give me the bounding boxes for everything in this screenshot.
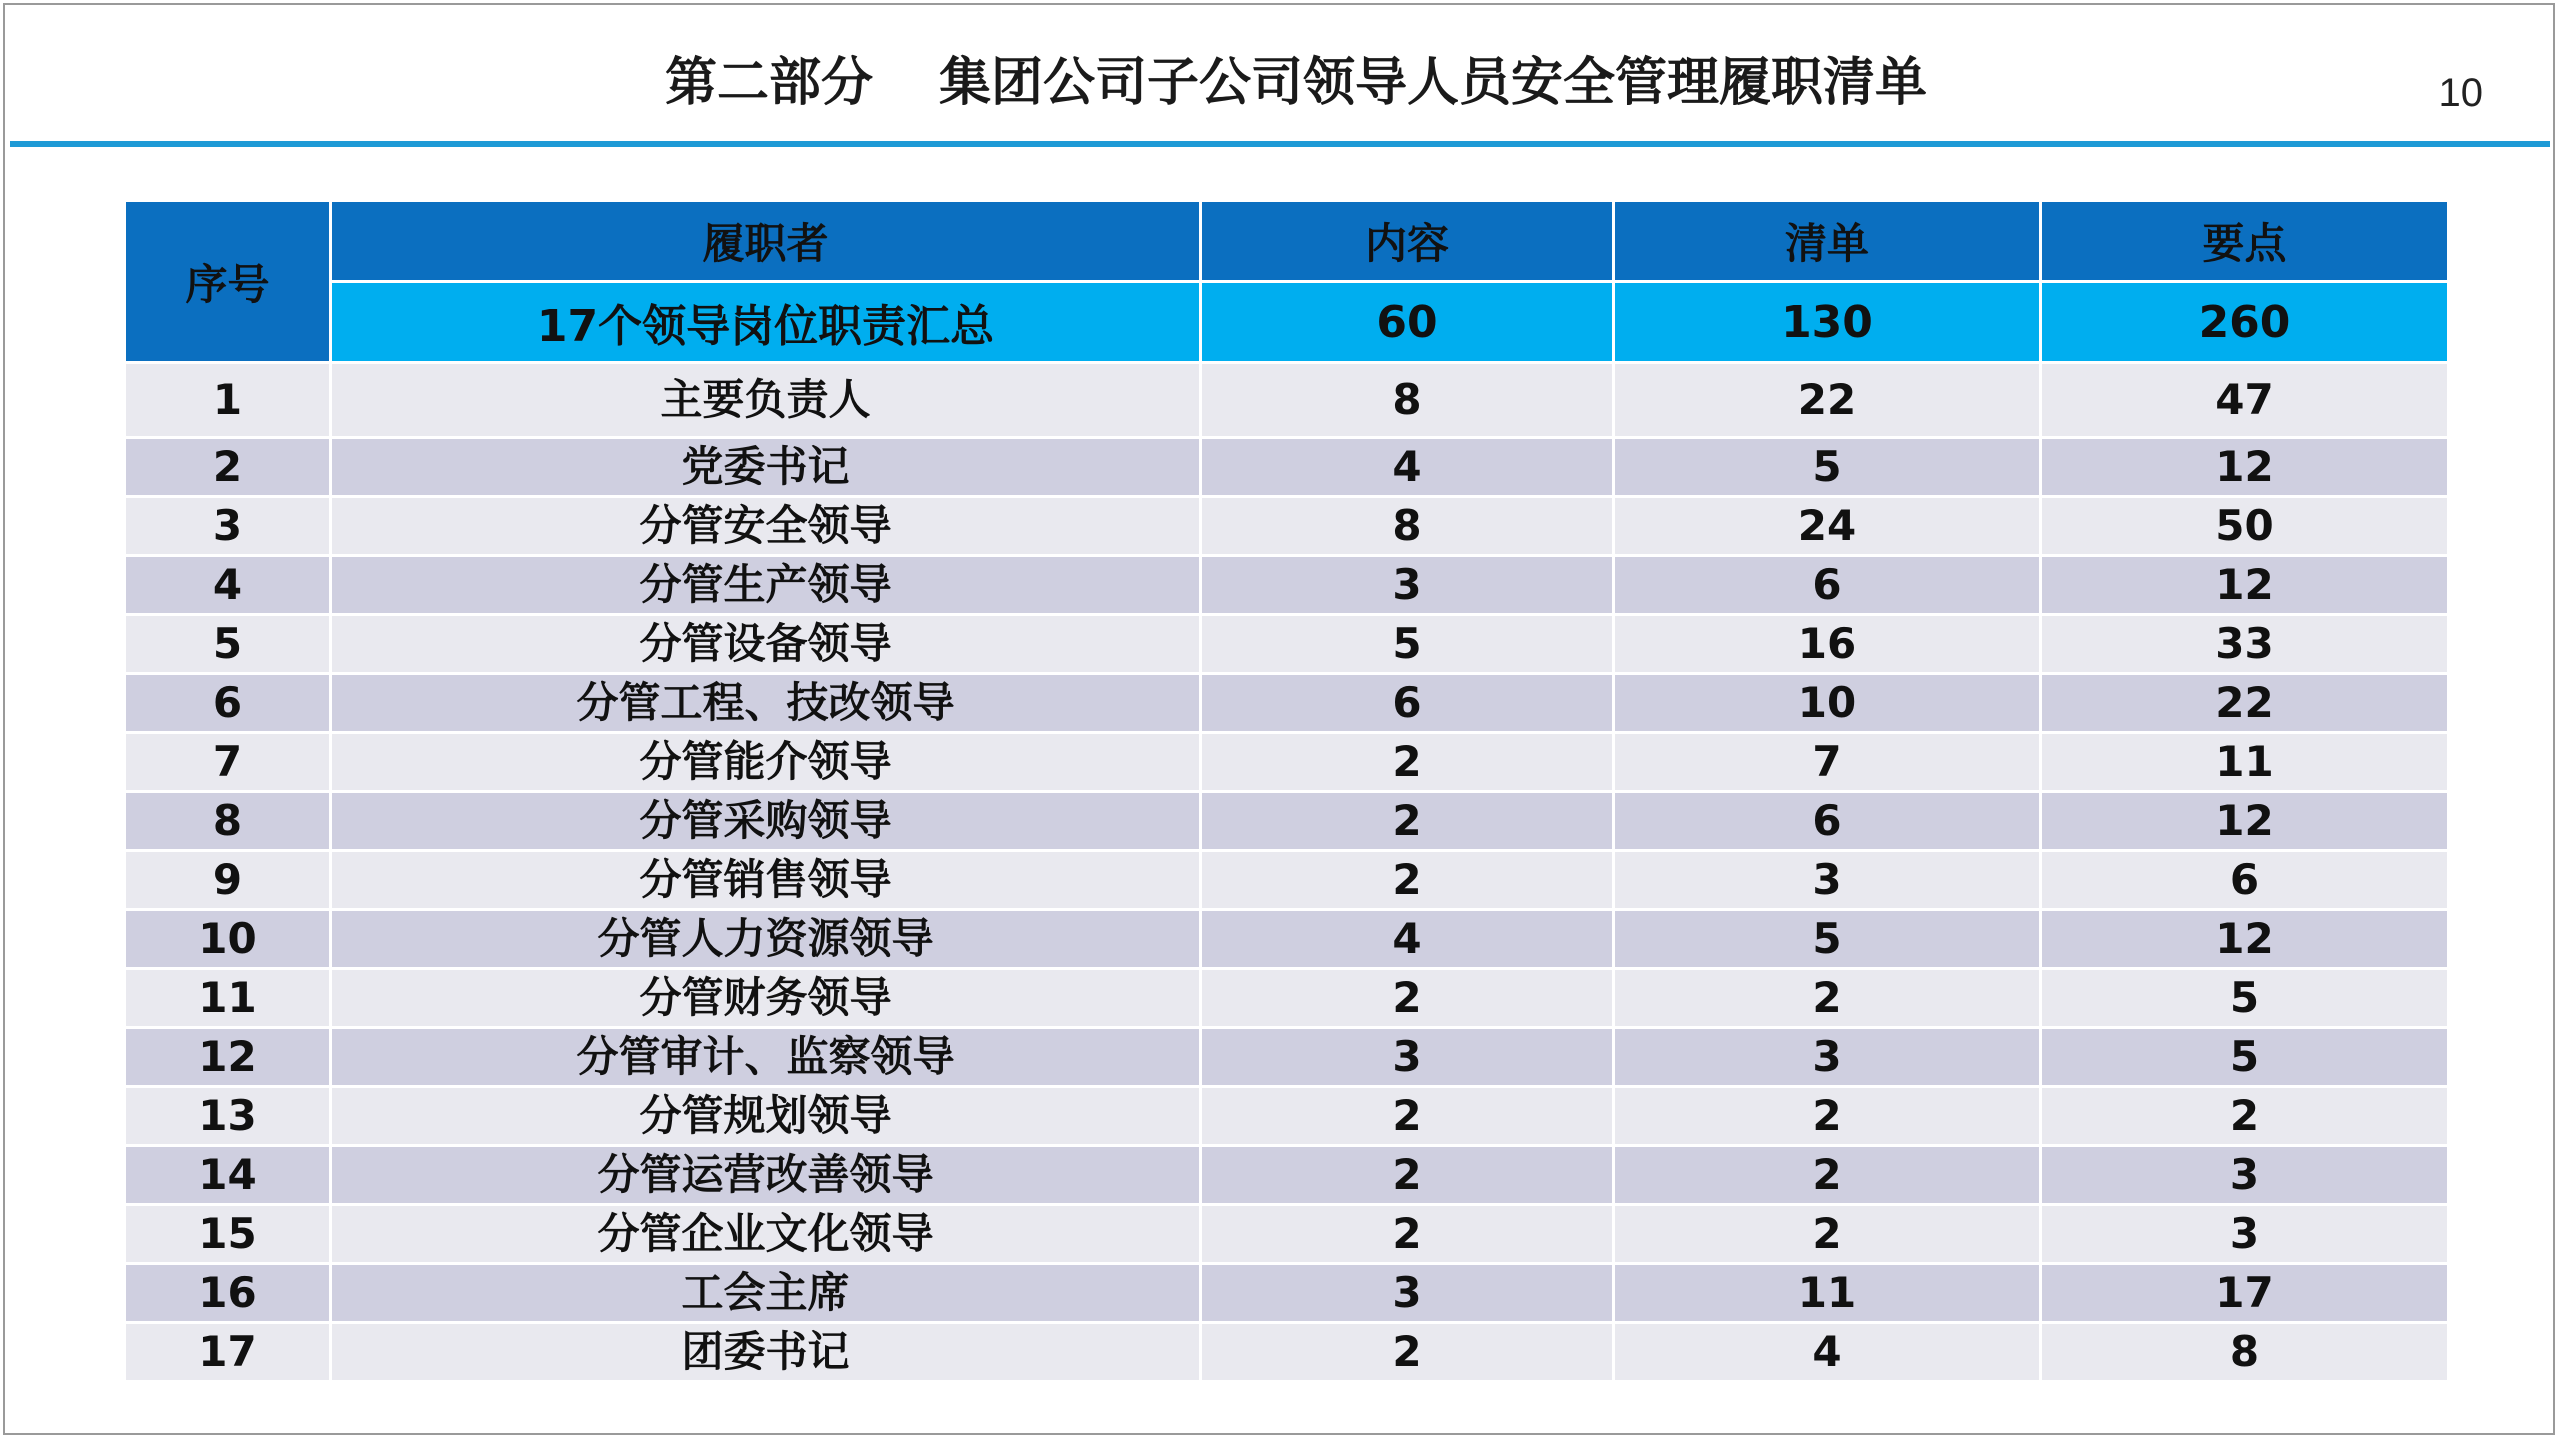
cell-points: 22 bbox=[2041, 674, 2449, 733]
cell-content: 4 bbox=[1201, 438, 1614, 497]
cell-content: 3 bbox=[1201, 556, 1614, 615]
table-row bbox=[125, 851, 2449, 910]
cell-seq: 5 bbox=[125, 615, 331, 674]
cell-seq: 2 bbox=[125, 438, 331, 497]
cell-performer: 分管设备领导 bbox=[331, 615, 1201, 674]
cell-list: 22 bbox=[1614, 363, 2041, 438]
cell-content: 4 bbox=[1201, 910, 1614, 969]
cell-performer: 团委书记 bbox=[331, 1323, 1201, 1382]
cell-points: 6 bbox=[2041, 851, 2449, 910]
cell-points: 5 bbox=[2041, 1028, 2449, 1087]
cell-performer: 分管运营改善领导 bbox=[331, 1146, 1201, 1205]
table-row bbox=[125, 497, 2449, 556]
cell-content: 2 bbox=[1201, 733, 1614, 792]
cell-content: 2 bbox=[1201, 1323, 1614, 1382]
cell-performer: 分管规划领导 bbox=[331, 1087, 1201, 1146]
cell-seq: 1 bbox=[125, 363, 331, 438]
cell-performer: 分管能介领导 bbox=[331, 733, 1201, 792]
table-row bbox=[125, 438, 2449, 497]
slide-title bbox=[5, 43, 2557, 123]
title-part: 第二部分 bbox=[664, 53, 873, 113]
cell-performer: 分管企业文化领导 bbox=[331, 1205, 1201, 1264]
cell-list: 2 bbox=[1614, 1087, 2041, 1146]
table-row bbox=[125, 1146, 2449, 1205]
header-list: 清单 bbox=[1614, 201, 2041, 282]
cell-list: 6 bbox=[1614, 556, 2041, 615]
table-row bbox=[125, 615, 2449, 674]
table-row bbox=[125, 1264, 2449, 1323]
table-row bbox=[125, 363, 2449, 438]
cell-seq: 15 bbox=[125, 1205, 331, 1264]
table-row bbox=[125, 556, 2449, 615]
cell-list: 2 bbox=[1614, 1205, 2041, 1264]
cell-list: 10 bbox=[1614, 674, 2041, 733]
cell-seq: 14 bbox=[125, 1146, 331, 1205]
cell-content: 8 bbox=[1201, 363, 1614, 438]
cell-list: 3 bbox=[1614, 1028, 2041, 1087]
table-row bbox=[125, 1087, 2449, 1146]
cell-list: 3 bbox=[1614, 851, 2041, 910]
header-seq: 序号 bbox=[125, 201, 331, 363]
table-row bbox=[125, 1028, 2449, 1087]
page-number: 10 bbox=[2438, 71, 2483, 115]
header-row bbox=[125, 201, 2449, 282]
cell-content: 8 bbox=[1201, 497, 1614, 556]
cell-performer: 分管生产领导 bbox=[331, 556, 1201, 615]
cell-seq: 12 bbox=[125, 1028, 331, 1087]
duty-summary-table bbox=[123, 199, 2450, 1383]
summary-list: 130 bbox=[1614, 282, 2041, 363]
cell-content: 2 bbox=[1201, 1087, 1614, 1146]
cell-points: 12 bbox=[2041, 438, 2449, 497]
cell-points: 12 bbox=[2041, 910, 2449, 969]
table-row bbox=[125, 969, 2449, 1028]
header-performer: 履职者 bbox=[331, 201, 1201, 282]
cell-points: 50 bbox=[2041, 497, 2449, 556]
cell-list: 2 bbox=[1614, 1146, 2041, 1205]
cell-points: 12 bbox=[2041, 792, 2449, 851]
cell-points: 2 bbox=[2041, 1087, 2449, 1146]
cell-seq: 6 bbox=[125, 674, 331, 733]
cell-seq: 17 bbox=[125, 1323, 331, 1382]
table-row bbox=[125, 792, 2449, 851]
cell-content: 2 bbox=[1201, 792, 1614, 851]
cell-list: 4 bbox=[1614, 1323, 2041, 1382]
cell-performer: 主要负责人 bbox=[331, 363, 1201, 438]
cell-points: 12 bbox=[2041, 556, 2449, 615]
cell-points: 47 bbox=[2041, 363, 2449, 438]
cell-performer: 工会主席 bbox=[331, 1264, 1201, 1323]
cell-seq: 8 bbox=[125, 792, 331, 851]
cell-content: 2 bbox=[1201, 969, 1614, 1028]
cell-performer: 分管采购领导 bbox=[331, 792, 1201, 851]
cell-seq: 7 bbox=[125, 733, 331, 792]
cell-points: 33 bbox=[2041, 615, 2449, 674]
summary-points: 260 bbox=[2041, 282, 2449, 363]
title-main: 集团公司子公司领导人员安全管理履职清单 bbox=[939, 53, 1928, 113]
cell-seq: 16 bbox=[125, 1264, 331, 1323]
cell-content: 6 bbox=[1201, 674, 1614, 733]
cell-seq: 10 bbox=[125, 910, 331, 969]
table-row bbox=[125, 910, 2449, 969]
cell-points: 3 bbox=[2041, 1146, 2449, 1205]
cell-content: 2 bbox=[1201, 851, 1614, 910]
table-row bbox=[125, 674, 2449, 733]
cell-seq: 11 bbox=[125, 969, 331, 1028]
cell-seq: 9 bbox=[125, 851, 331, 910]
cell-list: 24 bbox=[1614, 497, 2041, 556]
cell-seq: 3 bbox=[125, 497, 331, 556]
cell-points: 11 bbox=[2041, 733, 2449, 792]
cell-list: 11 bbox=[1614, 1264, 2041, 1323]
cell-points: 17 bbox=[2041, 1264, 2449, 1323]
header-points: 要点 bbox=[2041, 201, 2449, 282]
cell-performer: 分管工程、技改领导 bbox=[331, 674, 1201, 733]
cell-content: 2 bbox=[1201, 1205, 1614, 1264]
summary-content: 60 bbox=[1201, 282, 1614, 363]
cell-list: 2 bbox=[1614, 969, 2041, 1028]
cell-seq: 13 bbox=[125, 1087, 331, 1146]
cell-performer: 分管人力资源领导 bbox=[331, 910, 1201, 969]
cell-performer: 分管财务领导 bbox=[331, 969, 1201, 1028]
cell-content: 3 bbox=[1201, 1264, 1614, 1323]
cell-performer: 分管销售领导 bbox=[331, 851, 1201, 910]
cell-list: 5 bbox=[1614, 910, 2041, 969]
cell-content: 3 bbox=[1201, 1028, 1614, 1087]
cell-points: 8 bbox=[2041, 1323, 2449, 1382]
cell-performer: 分管审计、监察领导 bbox=[331, 1028, 1201, 1087]
cell-content: 5 bbox=[1201, 615, 1614, 674]
cell-list: 7 bbox=[1614, 733, 2041, 792]
cell-list: 5 bbox=[1614, 438, 2041, 497]
cell-performer: 党委书记 bbox=[331, 438, 1201, 497]
cell-list: 16 bbox=[1614, 615, 2041, 674]
table-row bbox=[125, 1205, 2449, 1264]
cell-points: 5 bbox=[2041, 969, 2449, 1028]
header-content: 内容 bbox=[1201, 201, 1614, 282]
table-body bbox=[125, 363, 2449, 1382]
cell-seq: 4 bbox=[125, 556, 331, 615]
summary-label: 17个领导岗位职责汇总 bbox=[331, 282, 1201, 363]
cell-list: 6 bbox=[1614, 792, 2041, 851]
table-row bbox=[125, 733, 2449, 792]
cell-performer: 分管安全领导 bbox=[331, 497, 1201, 556]
slide bbox=[3, 3, 2555, 1435]
cell-content: 2 bbox=[1201, 1146, 1614, 1205]
summary-row bbox=[125, 282, 2449, 363]
table-row bbox=[125, 1323, 2449, 1382]
title-divider bbox=[10, 141, 2550, 147]
cell-points: 3 bbox=[2041, 1205, 2449, 1264]
